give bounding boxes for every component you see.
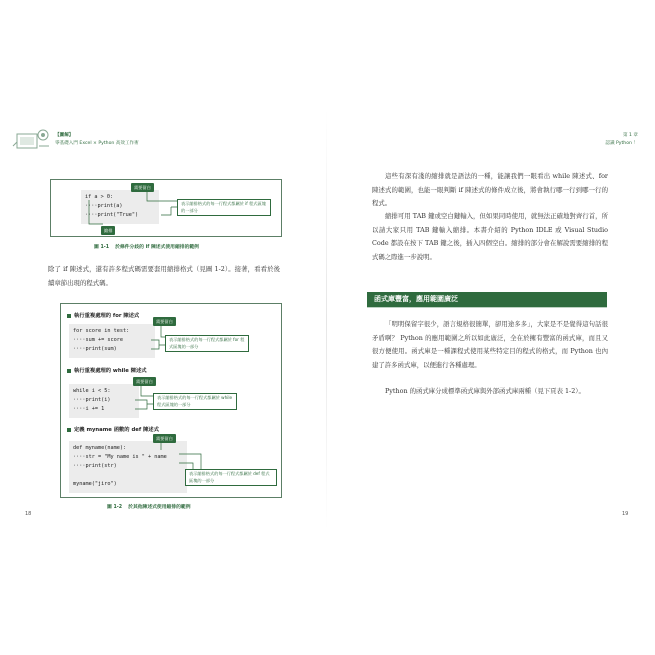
block-note: 表示縮排格式的每一行程式都屬於 while 程式區塊的一部分 — [153, 393, 237, 410]
code-line: if a > 0: — [85, 194, 114, 200]
indent-tag: 需要留白 — [153, 317, 176, 326]
body-paragraph: 縮排可用 TAB 鍵或空白鍵輸入，但如果同時使用，就無法正確地對齊行首，所以請大家只用 TAB 鍵輸入縮排。本書介紹的 Python IDLE 或 Visual Studio Code 都設在按下 TAB 鍵之後，插入四個空白。縮排的部分會在解說需要縮排的程式碼之際進一步說明。 — [372, 212, 608, 261]
code-line: def myname(name): — [73, 445, 127, 451]
indent-tag: 需要留白 — [131, 183, 154, 192]
block-note: 表示縮排格式的每一行程式都屬於 def 程式區塊的一部分 — [185, 469, 277, 486]
book-series-label: 【圖解】 — [55, 133, 74, 138]
indent-tag: 需要留白 — [133, 377, 156, 386]
section-banner-underline — [367, 307, 607, 308]
indent-bottom-tag: 縮排 — [101, 226, 115, 235]
page-number-right: 19 — [622, 511, 629, 517]
book-gutter — [326, 110, 327, 530]
caption-number: 圖 1-1 — [94, 245, 110, 250]
code-line: ····i += 1 — [73, 406, 105, 412]
body-paragraph: 這些有深有淺的縮排就是語法的一種，能讓我們一眼看出 while 陳述式、for 陳述式的範圍，也能一眼判斷 if 陳述式的條件成立後，將會執行哪一行到哪一行的程式。 — [372, 172, 608, 208]
caption-text: 於條件分歧的 if 陳述式使用縮排的範例 — [115, 245, 199, 250]
left-page — [0, 0, 327, 655]
code-line: ····sum += score — [73, 337, 123, 343]
caption-text: 於其他陳述式使用縮排的範例 — [128, 505, 191, 510]
figure-1-1-caption — [94, 243, 199, 250]
code-line: ····print(a) — [85, 203, 123, 209]
connector-lines — [61, 304, 281, 497]
figure-1-1 — [50, 179, 282, 237]
code-line: ····print(i) — [73, 397, 111, 403]
connector-lines — [51, 180, 281, 236]
code-line: ····print(str) — [73, 463, 117, 469]
section-heading-while: 執行重複處理的 while 陳述式 — [67, 366, 147, 374]
body-paragraph: 「明明保留字很少，語言規格很簡單，卻用途多多」，大家是不是覺得這句話很矛盾啊？ Python 的應用範圍之所以如此廣泛，全在於擁有豐富的函式庫，而且又很方便使用。函式庫是一種課程式使用某些特定目的程式的格式，而 Python 也內建了許多函式庫，以便進行各種處理。 — [372, 320, 608, 369]
chapter-label: 第 1 章 — [622, 133, 638, 138]
code-line: for score in test: — [73, 328, 130, 334]
block-note: 表示縮排格式的每一行程式都屬於 if 程式區塊的一部分 — [177, 199, 271, 216]
code-line: ····print("True") — [85, 212, 139, 218]
code-line: ····str = "My name is " + name — [73, 454, 167, 460]
code-line: ····print(sum) — [73, 346, 117, 352]
header-illustration-icon — [11, 126, 53, 152]
indent-tag: 需要留白 — [153, 434, 176, 443]
figure-1-2 — [60, 303, 282, 498]
block-note: 表示縮排格式的每一行程式都屬於 for 程式區塊的一部分 — [165, 335, 249, 352]
page-number-left: 18 — [25, 511, 32, 517]
section-heading-def: 定義 myname 函數的 def 陳述式 — [67, 425, 159, 433]
chapter-title: 認識 Python ！ — [605, 141, 638, 146]
body-paragraph: 除了 if 陳述式，還有許多程式碼需要套用縮排格式（見圖 1-2）。接著，看看於後續章節出現的程式碼。 — [48, 265, 280, 287]
book-title: 零基礎入門 Excel × Python 高效工作術 — [55, 141, 139, 146]
section-heading-for: 執行重複處理的 for 陳述式 — [67, 311, 139, 319]
body-paragraph: Python 的函式庫分成標準函式庫與外部函式庫兩種（見下頁表 1-2）。 — [385, 387, 585, 395]
figure-1-2-caption — [107, 503, 191, 510]
code-line: myname("jiro") — [73, 481, 117, 487]
caption-number: 圖 1-2 — [107, 505, 123, 510]
section-banner: 函式庫豐富，應用範圍廣泛 — [367, 292, 607, 307]
code-line: while i < 5: — [73, 388, 111, 394]
